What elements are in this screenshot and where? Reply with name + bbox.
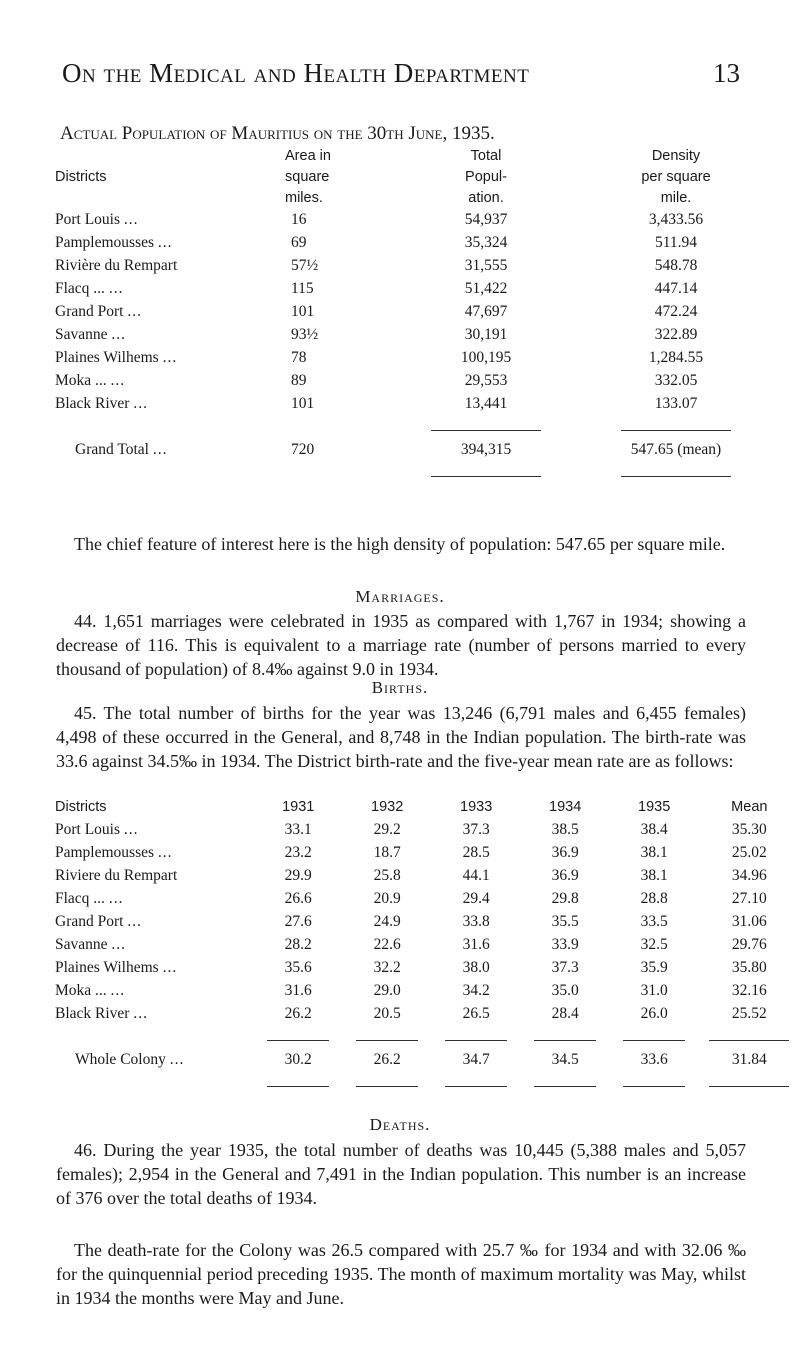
whole-colony-value: 31.84 — [731, 1050, 767, 1068]
births-paragraph: 45. The total number of births for the year was 13,246 (6,791 males and 6,455 females) 4,498 of these occurred in the General, and 8,748 in the Indian population. The birth-rate was 33.6 against 34.5‰ in 1934. The District birth-rate and the five-year mean rate are as follows: — [56, 703, 746, 771]
birth-rate-row — [55, 979, 800, 1002]
marriages-heading: Marriages. — [355, 587, 445, 606]
district-area: 89 — [291, 371, 307, 389]
district-area: 69 — [291, 233, 307, 251]
district-density: 1,284.55 — [648, 348, 704, 366]
birth-rate-value: 38.0 — [462, 958, 490, 976]
birth-rate-value: 33.1 — [284, 820, 312, 838]
district-area: 101 — [291, 302, 315, 320]
district-name: Savanne ... — [55, 935, 127, 953]
population-row — [55, 369, 791, 392]
birth-rate-value: 31.0 — [640, 981, 668, 999]
birth-rate-value: 35.6 — [284, 958, 312, 976]
whole-colony-value: 30.2 — [284, 1050, 312, 1068]
birth-rate-value: 33.8 — [462, 912, 490, 930]
birth-rate-value: 22.6 — [373, 935, 401, 953]
area-header-2: square — [285, 168, 330, 185]
birth-rate-value: 36.9 — [551, 843, 579, 861]
population-header-3: ation. — [468, 189, 504, 206]
birth-rate-value: 23.2 — [284, 843, 312, 861]
birth-rate-value: 33.5 — [640, 912, 668, 930]
district-name: Pamplemousses ... — [55, 843, 173, 861]
total-dots: ... — [152, 440, 168, 458]
district-density: 511.94 — [654, 233, 698, 251]
district-density: 332.05 — [654, 371, 698, 389]
district-density: 3,433.56 — [648, 210, 704, 228]
district-name: Pamplemousses ... — [55, 233, 173, 251]
birth-rate-row — [55, 887, 800, 910]
district-name: Moka ... ... — [55, 981, 126, 999]
birth-rate-value: 35.30 — [731, 820, 767, 838]
birth-rate-total-row — [55, 1048, 800, 1071]
birth-rate-header-6: Mean — [731, 798, 768, 815]
district-density: 322.89 — [654, 325, 698, 343]
population-header-2: Popul- — [465, 168, 507, 185]
birth-rate-value: 27.10 — [731, 889, 767, 907]
birth-rate-value: 37.3 — [551, 958, 579, 976]
district-density: 133.07 — [654, 394, 698, 412]
population-total-row — [55, 438, 791, 461]
birth-rate-value: 20.5 — [373, 1004, 401, 1022]
district-name: Black River ... — [55, 1004, 148, 1022]
deaths-paragraph-2: The death-rate for the Colony was 26.5 compared with 25.7 ‰ for 1934 and with 32.06 ‰ for the quinquennial period preceding 1935. The month of maximum mortality was May, whilst in 1934 the months were May and June. — [56, 1240, 746, 1308]
district-name: Plaines Wilhems ... — [55, 348, 178, 366]
birth-rate-value: 32.5 — [640, 935, 668, 953]
birth-rate-header-2: 1932 — [371, 798, 404, 815]
birth-rate-value: 35.5 — [551, 912, 579, 930]
birth-rate-header-4: 1934 — [549, 798, 582, 815]
district-area: 115 — [291, 279, 314, 297]
density-header-3: mile. — [660, 189, 692, 206]
birth-rate-value: 25.02 — [731, 843, 767, 861]
district-area: 93½ — [291, 325, 319, 343]
page-header — [0, 58, 800, 108]
birth-rate-row — [55, 933, 800, 956]
whole-colony-label: Whole Colony ... — [75, 1050, 185, 1068]
birth-rate-value: 29.76 — [731, 935, 767, 953]
density-header-2: per square — [641, 168, 711, 185]
population-row — [55, 323, 791, 346]
running-title: On the Medical and Health Department — [62, 58, 530, 88]
population-header-1: Total — [470, 147, 502, 164]
district-name: Plaines Wilhems ... — [55, 958, 178, 976]
birth-rate-value: 35.80 — [731, 958, 767, 976]
whole-colony-value: 34.5 — [551, 1050, 579, 1068]
birth-rate-header-0: Districts — [55, 798, 107, 815]
birth-rate-row — [55, 1002, 800, 1025]
birth-rate-value: 31.6 — [284, 981, 312, 999]
birth-rate-header-1: 1931 — [282, 798, 315, 815]
district-area: 57½ — [291, 256, 319, 274]
birth-rate-value: 29.4 — [462, 889, 490, 907]
birth-rate-value: 44.1 — [462, 866, 490, 884]
population-row — [55, 300, 791, 323]
district-population: 30,191 — [464, 325, 508, 343]
district-name: Flacq ... ... — [55, 279, 124, 297]
area-header-3: miles. — [285, 189, 323, 206]
birth-rate-value: 37.3 — [462, 820, 490, 838]
district-population: 31,555 — [464, 256, 508, 274]
district-name: Grand Port ... — [55, 302, 142, 320]
whole-colony-value: 26.2 — [373, 1050, 401, 1068]
district-name: Port Louis ... — [55, 820, 139, 838]
birth-rate-value: 26.6 — [284, 889, 312, 907]
total-population: 394,315 — [460, 440, 512, 458]
district-name: Port Louis ... — [55, 210, 139, 228]
birth-rate-header-3: 1933 — [460, 798, 493, 815]
deaths-heading: Deaths. — [369, 1115, 431, 1134]
population-table-title: Actual Population of Mauritius on the 30th June, 1935. — [60, 123, 495, 144]
deaths-paragraph-1: 46. During the year 1935, the total number of deaths was 10,445 (5,388 males and 5,057 females); 2,954 in the General and 7,491 in the Indian population. This number is an increase of 376 over the total deaths of 1934. — [56, 1140, 746, 1208]
birth-rate-value: 27.6 — [284, 912, 312, 930]
births-heading: Births. — [371, 678, 429, 697]
birth-rate-value: 26.5 — [462, 1004, 490, 1022]
district-name: Riviere du Rempart — [55, 866, 178, 884]
birth-rate-value: 29.9 — [284, 866, 312, 884]
birth-rate-value: 31.6 — [462, 935, 490, 953]
total-label: Grand Total — [75, 440, 149, 458]
birth-rate-value: 35.9 — [640, 958, 668, 976]
districts-header: Districts — [55, 168, 107, 185]
density-header-1: Density — [651, 147, 701, 164]
birth-rate-row — [55, 910, 800, 933]
district-population: 54,937 — [464, 210, 508, 228]
birth-rate-row — [55, 818, 800, 841]
birth-rate-value: 28.2 — [284, 935, 312, 953]
birth-rate-value: 29.8 — [551, 889, 579, 907]
birth-rate-value: 33.9 — [551, 935, 579, 953]
birth-rate-value: 32.2 — [373, 958, 401, 976]
district-density: 548.78 — [654, 256, 698, 274]
district-area: 78 — [291, 348, 307, 366]
total-area: 720 — [291, 440, 315, 458]
birth-rate-value: 20.9 — [373, 889, 401, 907]
birth-rate-value: 35.0 — [551, 981, 579, 999]
population-row — [55, 392, 791, 415]
population-row — [55, 231, 791, 254]
birth-rate-value: 26.2 — [284, 1004, 312, 1022]
birth-rate-row — [55, 841, 800, 864]
birth-rate-value: 36.9 — [551, 866, 579, 884]
district-name: Flacq ... ... — [55, 889, 124, 907]
district-area: 16 — [291, 210, 307, 228]
birth-rate-value: 38.4 — [640, 820, 668, 838]
whole-colony-value: 34.7 — [462, 1050, 490, 1068]
area-header-1: Area in — [285, 147, 331, 164]
birth-rate-value: 38.5 — [551, 820, 579, 838]
birth-rate-header-5: 1935 — [638, 798, 671, 815]
district-density: 447.14 — [654, 279, 698, 297]
district-name: Rivière du Rempart — [55, 256, 178, 274]
birth-rate-value: 29.0 — [373, 981, 401, 999]
population-row — [55, 277, 791, 300]
district-population: 29,553 — [464, 371, 508, 389]
population-table — [55, 145, 791, 484]
birth-rate-value: 28.5 — [462, 843, 490, 861]
district-population: 100,195 — [460, 348, 512, 366]
district-name: Grand Port ... — [55, 912, 142, 930]
birth-rate-value: 29.2 — [373, 820, 401, 838]
birth-rate-value: 24.9 — [373, 912, 401, 930]
birth-rate-table — [55, 795, 800, 1094]
birth-rate-value: 38.1 — [640, 843, 668, 861]
district-name: Moka ... ... — [55, 371, 126, 389]
marriages-paragraph: 44. 1,651 marriages were celebrated in 1935 as compared with 1,767 in 1934; showing a decrease of 116. This is equivalent to a marriage rate (number of persons married to every thousand of population) of 8.4‰ against 9.0 in 1934. — [56, 611, 746, 679]
birth-rate-value: 38.1 — [640, 866, 668, 884]
district-population: 13,441 — [464, 394, 508, 412]
district-name: Black River ... — [55, 394, 148, 412]
birth-rate-value: 28.8 — [640, 889, 668, 907]
population-row — [55, 346, 791, 369]
district-area: 101 — [291, 394, 315, 412]
district-population: 51,422 — [464, 279, 508, 297]
birth-rate-row — [55, 864, 800, 887]
density-note: The chief feature of interest here is the high density of population: 547.65 per square mile. — [74, 534, 726, 554]
page-number: 13 — [713, 58, 740, 88]
district-name: Savanne ... — [55, 325, 127, 343]
total-density: 547.65 (mean) — [630, 440, 722, 458]
birth-rate-value: 32.16 — [731, 981, 767, 999]
birth-rate-row — [55, 956, 800, 979]
birth-rate-value: 25.8 — [373, 866, 401, 884]
district-population: 47,697 — [464, 302, 508, 320]
district-population: 35,324 — [464, 233, 508, 251]
population-row — [55, 254, 791, 277]
birth-rate-value: 34.2 — [462, 981, 490, 999]
birth-rate-value: 26.0 — [640, 1004, 668, 1022]
district-density: 472.24 — [654, 302, 698, 320]
population-row — [55, 208, 791, 231]
birth-rate-value: 28.4 — [551, 1004, 579, 1022]
birth-rate-value: 25.52 — [731, 1004, 767, 1022]
birth-rate-value: 18.7 — [373, 843, 401, 861]
whole-colony-value: 33.6 — [640, 1050, 668, 1068]
birth-rate-value: 31.06 — [731, 912, 767, 930]
birth-rate-value: 34.96 — [731, 866, 767, 884]
